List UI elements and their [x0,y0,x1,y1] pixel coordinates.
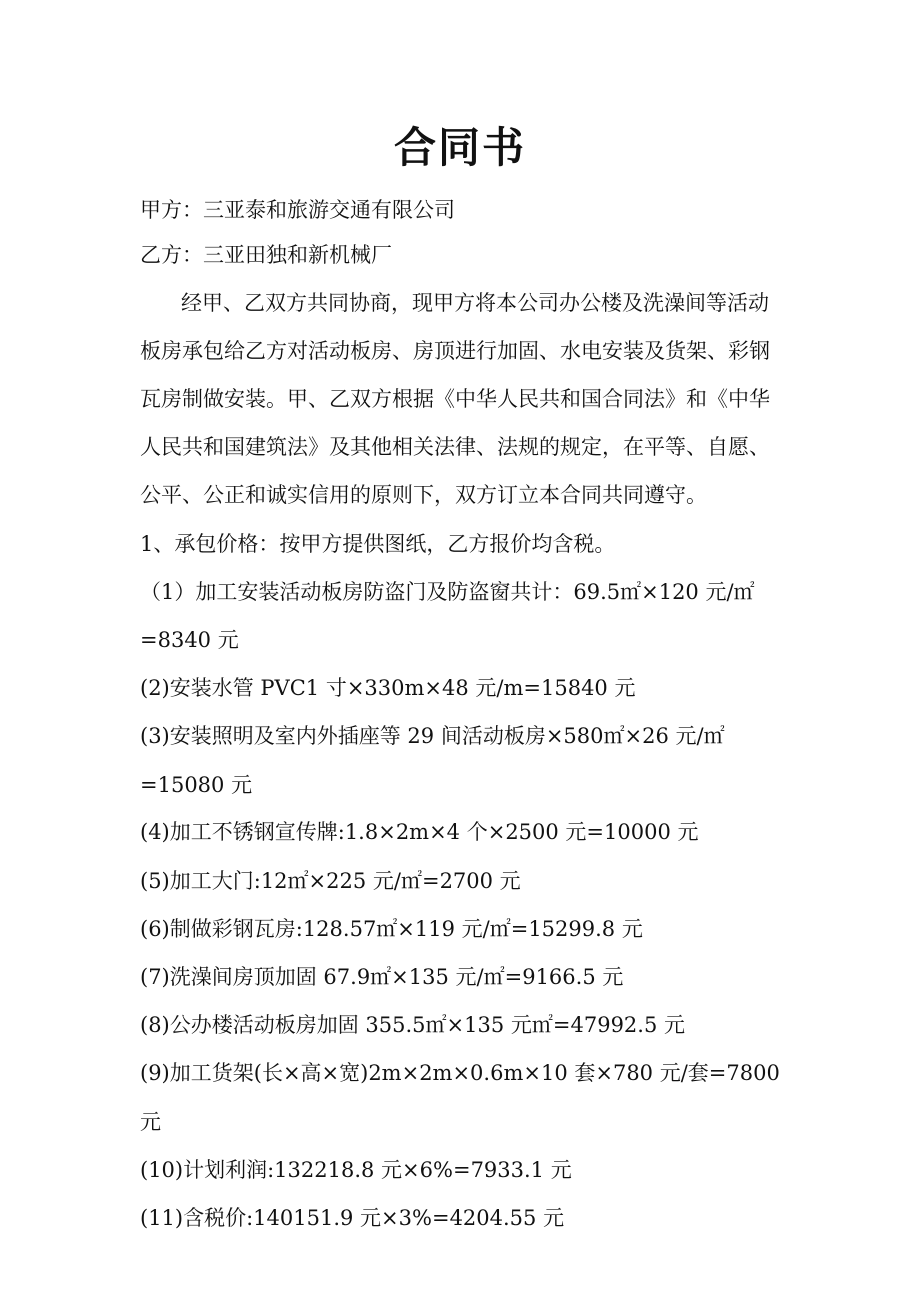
list-item: (11)含税价:140151.9 元×3%=4204.55 元 [140,1206,565,1230]
intro-line: 公平、公正和诚实信用的原则下，双方订立本合同共同遵守。 [140,483,707,507]
list-item: (6)制做彩钢瓦房:128.57㎡×119 元/㎡=15299.8 元 [140,917,643,941]
intro-line: 瓦房制做安装。甲、乙双方根据《中华人民共和国合同法》和《中华 [140,387,770,411]
intro-line: 人民共和国建筑法》及其他相关法律、法规的规定，在平等、自愿、 [140,435,770,459]
list-item: (8)公办楼活动板房加固 355.5㎡×135 元㎡=47992.5 元 [140,1013,686,1037]
list-item-continuation: 元 [140,1110,161,1134]
section-heading: 1、承包价格：按甲方提供图纸，乙方报价均含税。 [140,532,616,556]
list-item: (5)加工大门:12㎡×225 元/㎡=2700 元 [140,869,521,893]
party-a-line: 甲方：三亚泰和旅游交通有限公司 [140,198,455,222]
party-b-line: 乙方：三亚田独和新机械厂 [140,243,392,267]
list-item-continuation: =15080 元 [140,773,253,797]
list-item: (3)安装照明及室内外插座等 29 间活动板房×580㎡×26 元/㎡ [140,724,725,748]
list-item: (4)加工不锈钢宣传牌:1.8×2m×4 个×2500 元=10000 元 [140,820,699,844]
page-title: 合同书 [393,123,526,172]
list-item: (9)加工货架(长×高×宽)2m×2m×0.6m×10 套×780 元/套=7800 [140,1061,780,1085]
list-item: (7)洗澡间房顶加固 67.9㎡×135 元/㎡=9166.5 元 [140,965,624,989]
intro-line: 经甲、乙双方共同协商，现甲方将本公司办公楼及洗澡间等活动 [181,291,769,315]
list-item-continuation: =8340 元 [140,628,239,652]
list-item: (10)计划利润:132218.8 元×6%=7933.1 元 [140,1158,572,1182]
intro-line: 板房承包给乙方对活动板房、房顶进行加固、水电安装及货架、彩钢 [140,339,770,363]
list-item: (2)安装水管 PVC1 寸×330m×48 元/m=15840 元 [140,676,636,700]
list-item: （1）加工安装活动板房防盗门及防盗窗共计：69.5㎡×120 元/㎡ [140,580,755,604]
